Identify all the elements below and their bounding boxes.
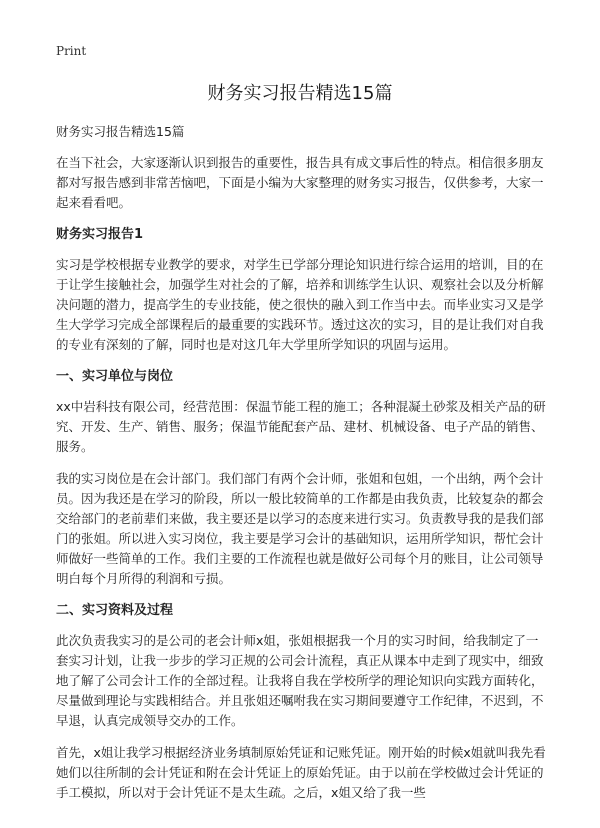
- intro-paragraph: 在当下社会，大家逐渐认识到报告的重要性，报告具有成文事后性的特点。相信很多朋友都对写报告感到非常苦恼吧，下面是小编为大家整理的财务实习报告，仅供参考，大家一起来看看吧。: [56, 155, 544, 210]
- print-link[interactable]: Print: [56, 44, 87, 58]
- report1-paragraph: 实习是学校根据专业教学的要求，对学生已学部分理论知识进行综合运用的培训，目的在于让学生接触社会，加强学生对社会的了解，培养和训练学生认识、观察社会以及分析解决问题的潜力，提高学生的专业技能，使之很快的融入到工作当中去。而毕业实习又是学生大学学习完成全部课程后的最重要的实践环节。透过这次的实习，目的是让我们对自我的专业有深刻的了解，同时也是对这几年大学里所学知识的巩固与运用。: [56, 257, 544, 352]
- document-subtitle: 财务实习报告精选15篇: [56, 124, 185, 139]
- document-title: 财务实习报告精选15篇: [207, 83, 393, 104]
- document-body: [56, 122, 548, 815]
- report1-heading: 财务实习报告1: [56, 227, 144, 242]
- section1-paragraph-2: 我的实习岗位是在会计部门。我们部门有两个会计师，张姐和包姐，一个出纳，两个会计员。因为我还是在学习的阶段，所以一般比较简单的工作都是由我负责，比较复杂的都会交给部门的老前辈们来做，我主要还是以学习的态度来进行实习。负责教导我的是我们部门的张姐。所以进入实习岗位，我主要是学习会计的基础知识，运用所学知识，帮忙会计师做好一些简单的工作。我们主要的工作流程也就是做好公司每个月的账目，让公司领导明白每个月所得的利润和亏损。: [56, 471, 544, 586]
- section2-paragraph-1: 此次负责我实习的是公司的老会计师x姐，张姐根据我一个月的实习时间，给我制定了一套实习计划，让我一步步的学习正规的公司会计流程，真正从课本中走到了现实中，细致地了解了公司会计工作的全部过程。让我将自我在学校所学的理论知识向实践方面转化，尽量做到理论与实践相结合。并且张姐还嘱咐我在实习期间要遵守工作纪律，不迟到，不早退，认真完成领导交办的工作。: [56, 633, 544, 728]
- section1-heading: 一、实习单位与岗位: [56, 369, 174, 384]
- section1-paragraph-1: xx中岩科技有限公司，经营范围：保温节能工程的施工；各种混凝土砂浆及相关产品的研究、开发、生产、销售、服务；保温节能配套产品、建材、机械设备、电子产品的销售、服务。: [56, 399, 546, 454]
- section2-paragraph-2: 首先，x姐让我学习根据经济业务填制原始凭证和记账凭证。刚开始的时候x姐就叫我先看她们以往所制的会计凭证和附在会计凭证上的原始凭证。由于以前在学校做过会计凭证的手工模拟，所以对于会计凭证不是太生疏。之后，x姐又给了我一些: [56, 745, 546, 800]
- section2-heading: 二、实习资料及过程: [56, 603, 174, 618]
